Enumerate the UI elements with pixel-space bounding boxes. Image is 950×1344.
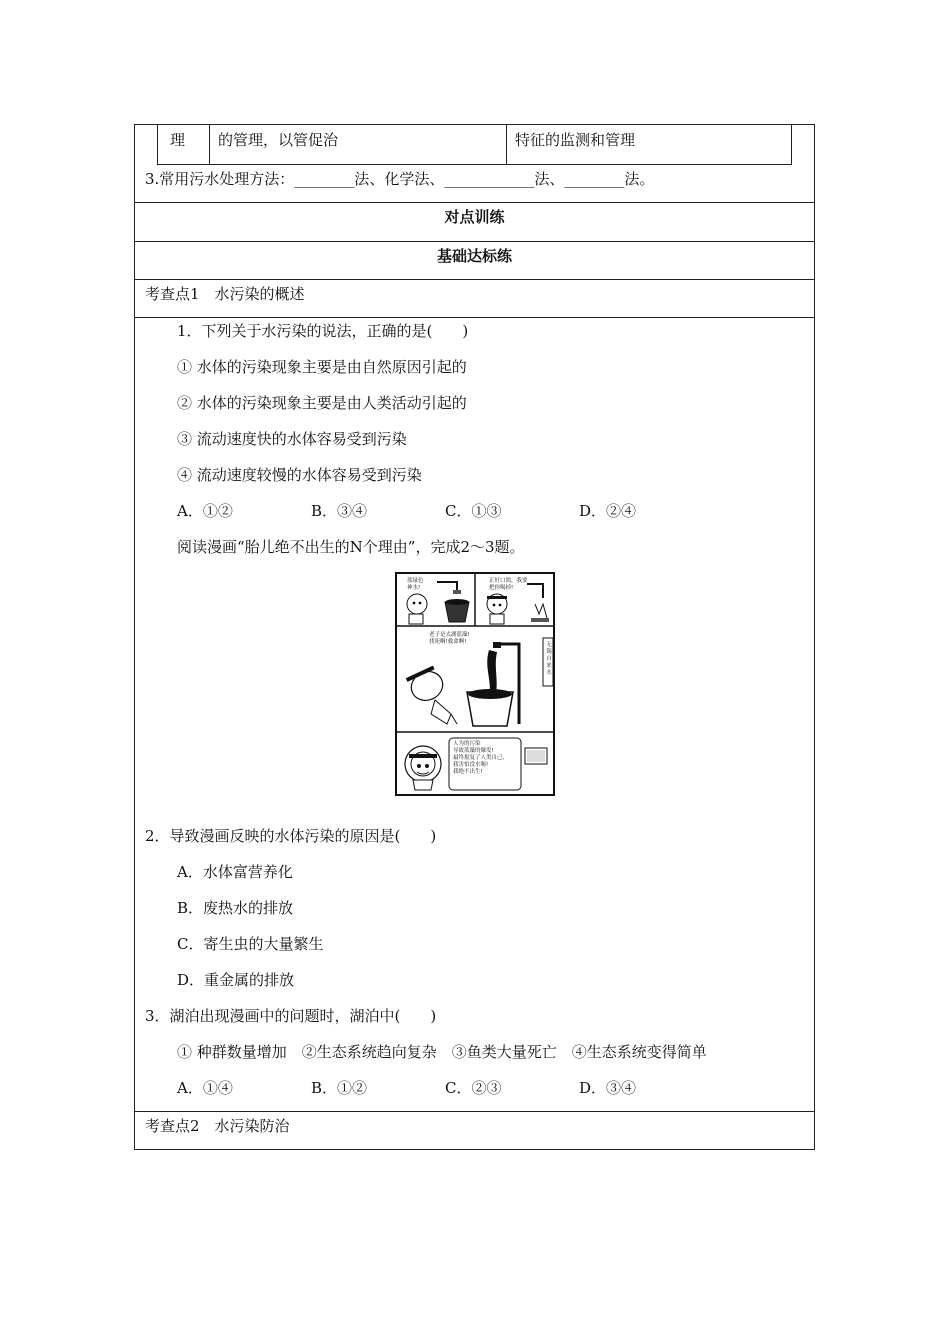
section-title-training: 对点训练 [444, 208, 505, 226]
question-1-statement: ③ 流动速度快的水体容易受到污染 [177, 430, 407, 448]
question-1-stem: 1．下列关于水污染的说法，正确的是( ) [177, 322, 469, 340]
comic-bubble-3: 老子是太湖蓝藻! 找死啊!救命啊! [429, 632, 470, 645]
question-2-option-c: C．寄生虫的大量繁生 [177, 935, 324, 953]
question-1-option-a: A．①② [177, 502, 233, 520]
question-1-statement: ④ 流动速度较慢的水体容易受到污染 [177, 466, 422, 484]
question-1-option-d: D．②④ [579, 502, 637, 520]
row-divider [135, 202, 814, 203]
question-3-stem: 3．湖泊出现漫画中的问题时，湖泊中( ) [145, 1007, 437, 1025]
question-3-statements: ① 种群数量增加 ②生态系统趋向复杂 ③鱼类大量死亡 ④生态系统变得简单 [177, 1043, 707, 1061]
inner-table [157, 125, 792, 165]
row-divider [135, 1111, 814, 1112]
question-1-statement: ① 水体的污染现象主要是由自然原因引起的 [177, 358, 467, 376]
comic-sign: 无 锡 自 来 水 [546, 642, 552, 676]
comic-bubble-1: 蓝绿色 神水! [407, 578, 424, 591]
row-divider [135, 317, 814, 318]
comic-bubble-4: 人为的污染 导致蓝藻的爆发! 最终报复了人类自己, 我害怕没水喝! 我绝不出生! [453, 741, 505, 775]
inner-table-cell-1: 理 [170, 131, 186, 149]
question-2-option-b: B．废热水的排放 [177, 899, 294, 917]
comic-illustration [395, 572, 555, 796]
question-3-option-a: A．①④ [177, 1079, 233, 1097]
question-1-option-c: C．①③ [445, 502, 502, 520]
question-2-option-d: D．重金属的排放 [177, 971, 295, 989]
question-3-option-c: C．②③ [445, 1079, 502, 1097]
item-3-text: 3.常用污水处理方法：________法、化学法、____________法、________法。 [145, 170, 655, 188]
question-3-option-b: B．①② [311, 1079, 368, 1097]
row-divider [135, 241, 814, 242]
check-point-2: 考查点2 水污染防治 [145, 1117, 290, 1135]
inner-table-cell-2: 的管理，以管促治 [218, 131, 339, 149]
question-1-option-b: B．③④ [311, 502, 368, 520]
worksheet-frame [134, 124, 815, 1150]
inner-table-divider [209, 125, 210, 164]
check-point-1: 考查点1 水污染的概述 [145, 285, 305, 303]
question-2-option-a: A．水体富营养化 [177, 863, 293, 881]
inner-table-cell-3: 特征的监测和管理 [515, 131, 636, 149]
question-2-stem: 2．导致漫画反映的水体污染的原因是( ) [145, 827, 437, 845]
comic-intro: 阅读漫画“胎儿绝不出生的N个理由”，完成2～3题。 [177, 538, 525, 556]
row-divider [135, 279, 814, 280]
question-3-option-d: D．③④ [579, 1079, 637, 1097]
section-title-basic: 基础达标练 [436, 247, 512, 265]
inner-table-divider [506, 125, 507, 164]
question-1-statement: ② 水体的污染现象主要是由人类活动引起的 [177, 394, 467, 412]
comic-bubble-2: 正好口渴，我要 把你喝掉! [489, 578, 528, 591]
